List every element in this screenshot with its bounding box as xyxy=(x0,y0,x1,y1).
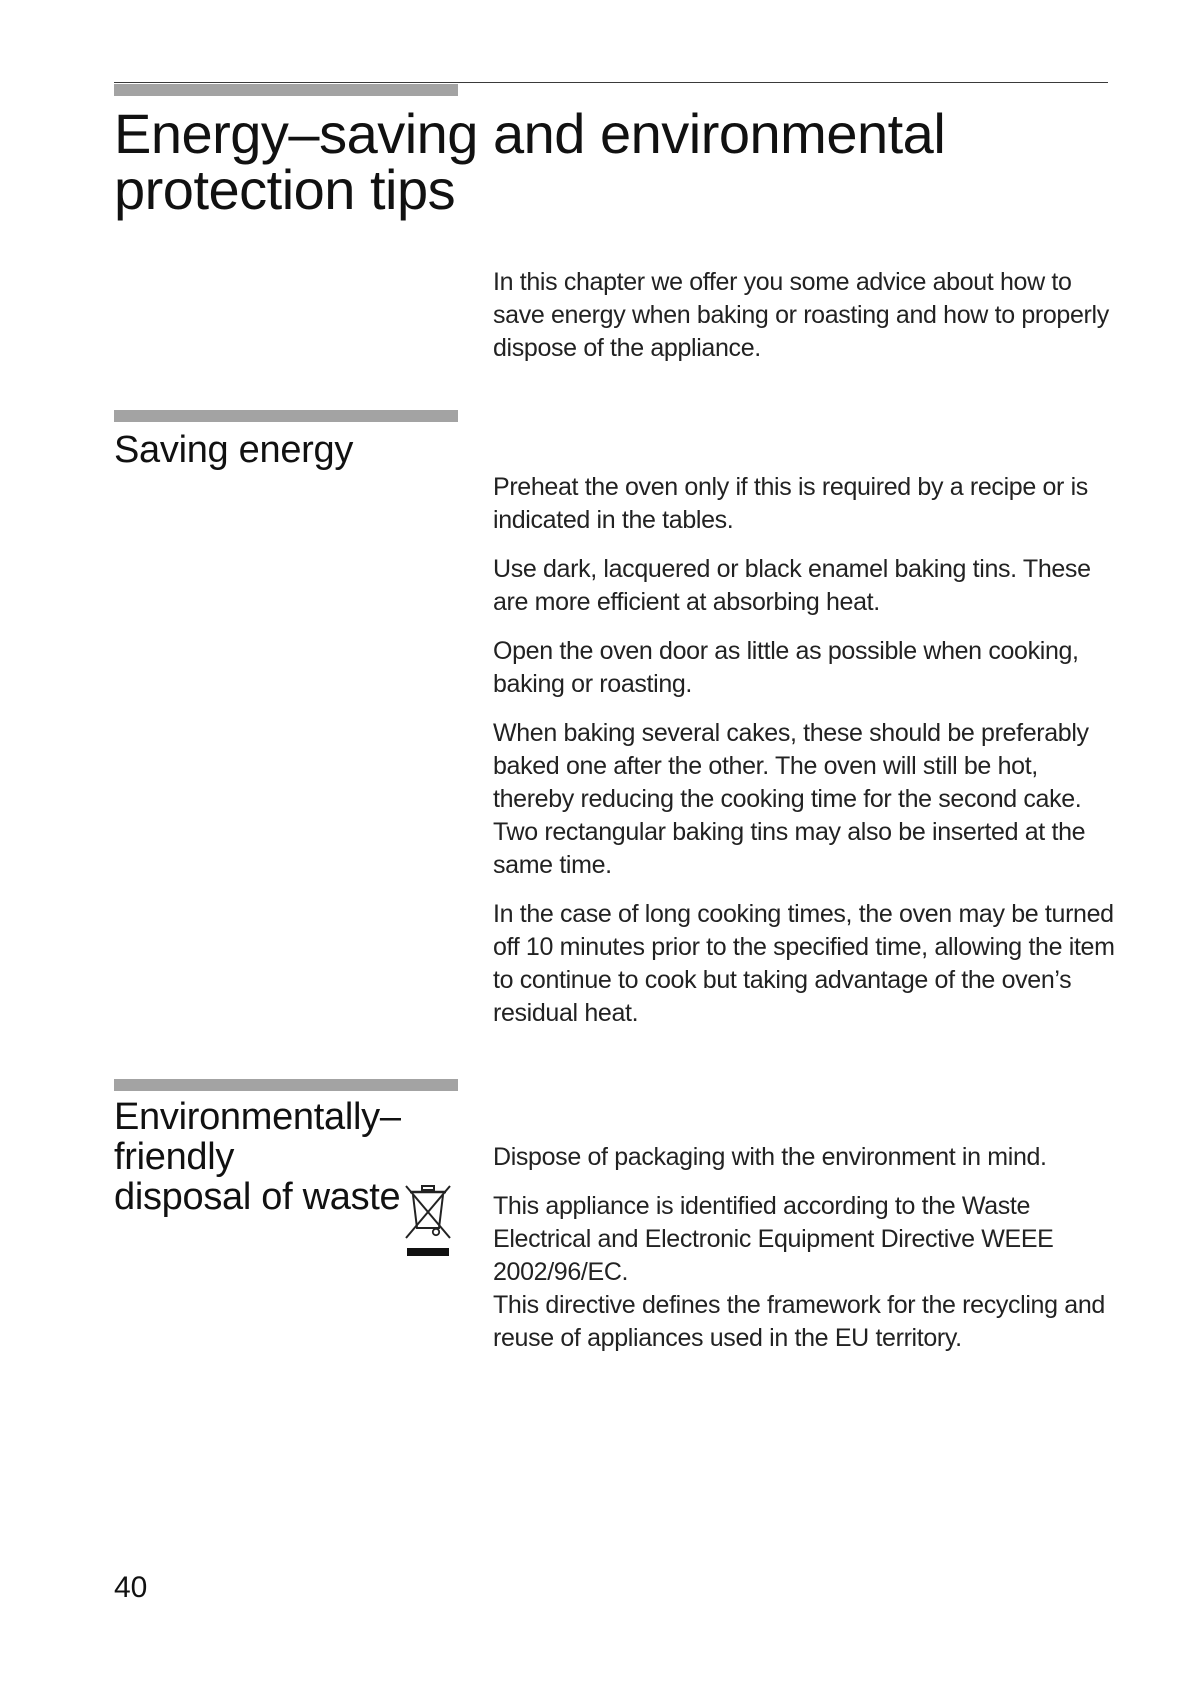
page-title-line-2: protection tips xyxy=(114,158,456,221)
saving-tip-dark-tins: Use dark, lacquered or black enamel baking tins. These are more efficient at absorbing heat. xyxy=(493,555,1091,616)
saving-tip-several-cakes: When baking several cakes, these should be preferably baked one after the other. The oven will still be hot, thereby reducing the cooking time for the second cake. Two rectangular baking tins may also be inserted at the same time. xyxy=(493,719,1089,879)
page-title-line-1: Energy–saving and environmental xyxy=(114,102,946,165)
weee-crossed-bin-icon xyxy=(402,1180,454,1260)
disposal-directive-paragraph: This directive defines the framework for the recycling and reuse of appliances used in the EU territory. xyxy=(493,1291,1105,1352)
disposal-heading-line-3: disposal of waste xyxy=(114,1176,401,1218)
saving-energy-accent-bar xyxy=(114,410,458,422)
disposal-heading-line-1: Environmentally– xyxy=(114,1096,401,1138)
disposal-heading xyxy=(114,1097,401,1217)
disposal-weee-paragraph: This appliance is identified according to the Waste Electrical and Electronic Equipment Directive WEEE 2002/96/EC. xyxy=(493,1192,1054,1286)
saving-energy-section xyxy=(493,471,1123,1046)
saving-tip-preheat: Preheat the oven only if this is required by a recipe or is indicated in the tables. xyxy=(493,473,1088,534)
top-rule xyxy=(114,82,1108,83)
page-number: 40 xyxy=(114,1571,148,1604)
intro-section xyxy=(493,266,1123,381)
disposal-section xyxy=(493,1141,1123,1371)
disposal-packaging-paragraph: Dispose of packaging with the environment in mind. xyxy=(493,1143,1047,1171)
title-accent-bar xyxy=(114,84,458,96)
intro-paragraph: In this chapter we offer you some advice about how to save energy when baking or roasting and how to properly dispose of the appliance. xyxy=(493,268,1109,362)
page-title xyxy=(114,102,1114,221)
saving-tip-residual-heat: In the case of long cooking times, the oven may be turned off 10 minutes prior to the specified time, allowing the item to continue to cook but taking advantage of the oven’s residual heat. xyxy=(493,900,1115,1027)
disposal-accent-bar xyxy=(114,1079,458,1091)
saving-tip-oven-door: Open the oven door as little as possible when cooking, baking or roasting. xyxy=(493,637,1079,698)
saving-energy-heading: Saving energy xyxy=(114,429,354,471)
disposal-heading-line-2: friendly xyxy=(114,1136,235,1178)
